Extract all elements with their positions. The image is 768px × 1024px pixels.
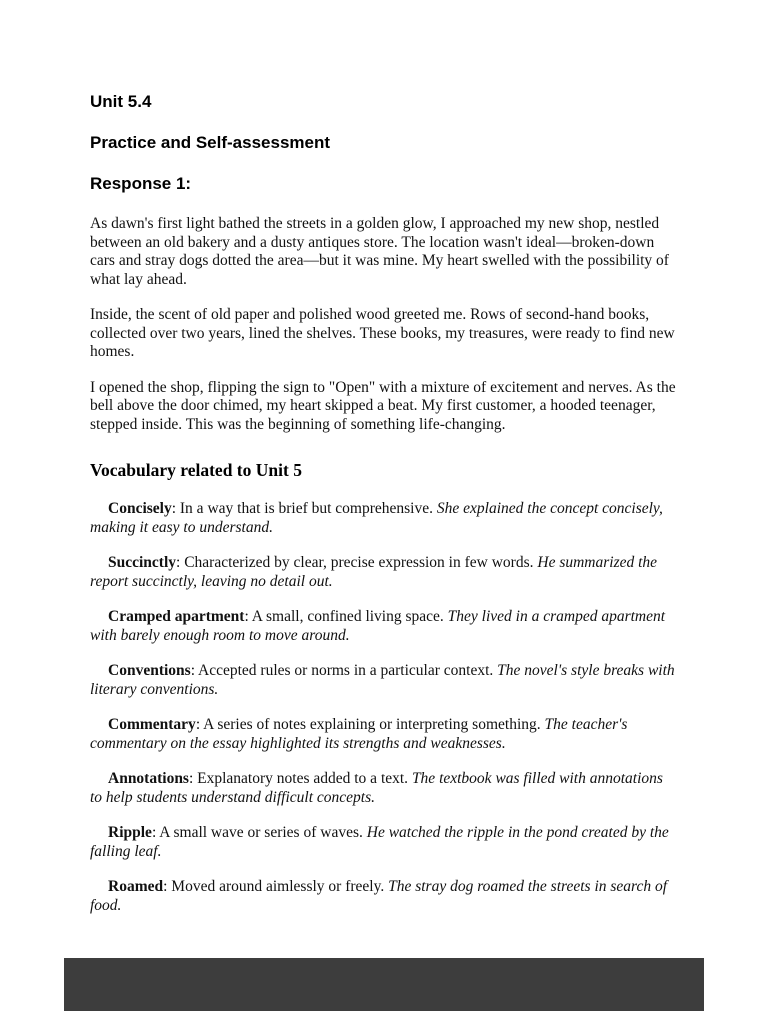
response-paragraph-3: I opened the shop, flipping the sign to "Open" with a mixture of excitement and nerves. As the bell above the door chimed, my heart skipped a beat. My first customer, a hooded teenager, stepped inside. This was the beginning of something life-changing.: [90, 378, 676, 433]
vocab-term: Annotations: [108, 770, 189, 787]
vocab-example: He summarized the report succinctly, leaving no detail out.: [90, 554, 658, 590]
response-paragraph-1: As dawn's first light bathed the streets in a golden glow, I approached my new shop, nestled between an old bakery and a dusty antiques store. The location wasn't ideal—broken-down cars and stray dogs dotted the area—but it was mine. My heart swelled with the possibility of what lay ahead.: [90, 215, 669, 288]
vocab-entry: [90, 716, 678, 753]
vocab-entry: [90, 770, 678, 807]
heading-unit: Unit 5.4: [90, 92, 152, 111]
vocab-example: The stray dog roamed the streets in search of food.: [90, 878, 668, 914]
vocab-definition: : Characterized by clear, precise expression in few words.: [176, 554, 538, 571]
vocabulary-section-title: Vocabulary related to Unit 5: [90, 460, 302, 480]
page-break-gap: [64, 958, 704, 1011]
vocab-definition: : A small, confined living space.: [244, 608, 448, 625]
vocab-example: The textbook was filled with annotations to help students understand difficult concepts.: [90, 770, 663, 806]
vocab-term: Conventions: [108, 662, 191, 679]
vocab-definition: : Explanatory notes added to a text.: [188, 770, 412, 787]
vocab-term: Cramped apartment: [108, 608, 245, 625]
vocab-term: Roamed: [108, 878, 164, 895]
vocab-definition: : A series of notes explaining or interpreting something.: [195, 716, 545, 733]
vocab-entry: [90, 554, 678, 591]
vocab-example: The teacher's commentary on the essay highlighted its strengths and weaknesses.: [90, 716, 628, 752]
response-paragraph-2: Inside, the scent of old paper and polished wood greeted me. Rows of second-hand books, collected over two years, lined the shelves. These books, my treasures, were ready to find new homes.: [90, 306, 675, 360]
vocab-example: She explained the concept concisely, making it easy to understand.: [90, 500, 663, 536]
vocab-term: Succinctly: [108, 554, 177, 571]
vocab-term: Ripple: [108, 824, 152, 841]
vocab-entry: [90, 878, 678, 915]
vocab-entry: [90, 608, 678, 645]
vocab-entry: [90, 500, 678, 537]
heading-practice-self-assessment: Practice and Self-assessment: [90, 133, 331, 152]
vocab-term: Commentary: [108, 716, 196, 733]
vocab-definition: : In a way that is brief but comprehensive.: [171, 500, 437, 517]
vocab-definition: : Moved around aimlessly or freely.: [163, 878, 389, 895]
vocab-term: Concisely: [108, 500, 172, 517]
vocab-entry: [90, 662, 678, 699]
vocab-example: They lived in a cramped apartment with barely enough room to move around.: [90, 608, 666, 644]
vocab-definition: : A small wave or series of waves.: [151, 824, 367, 841]
vocab-example: He watched the ripple in the pond created by the falling leaf.: [90, 824, 669, 860]
heading-response-1: Response 1:: [90, 174, 192, 193]
vocab-entry: [90, 824, 678, 861]
vocab-example: The novel's style breaks with literary conventions.: [90, 662, 675, 698]
vocab-definition: : Accepted rules or norms in a particular context.: [190, 662, 498, 679]
